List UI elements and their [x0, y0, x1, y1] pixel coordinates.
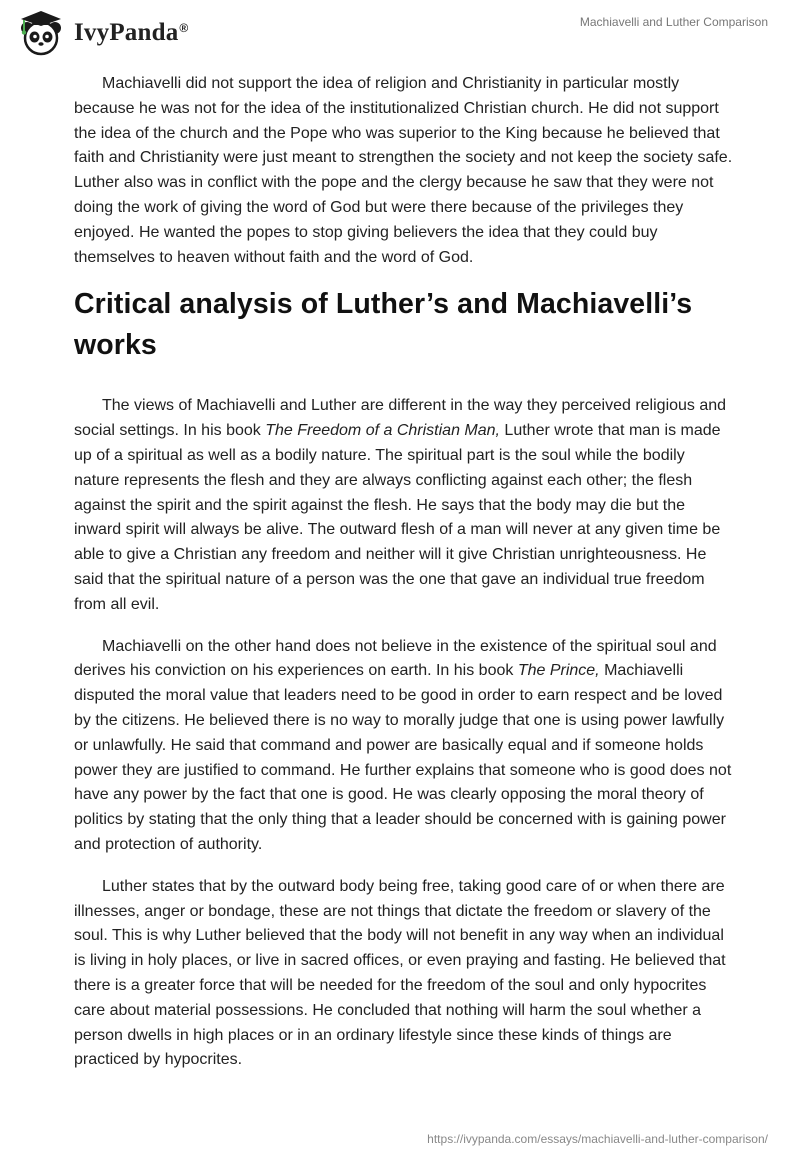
paragraph-4: Luther states that by the outward body being free, taking good care of or when there are illnesses, anger or bondage, these are not things that dictate the freedom or slavery of the soul. This is why Luther believed that the body will not benefit in any way when an individual is living in holy places, or live in sacred offices, or even praying and fasting. He believed that there is a greater force that will be needed for the freedom of the soul and only hypocrites care about material possessions. He concluded that nothing will harm the soul whether a person dwells in high places or in an ordinary lifestyle since these kinds of things are practiced by hypocrites. — [74, 877, 726, 1069]
document-title: Machiavelli and Luther Comparison — [579, 15, 768, 29]
brand-logo[interactable] — [16, 8, 188, 58]
section-heading: Critical analysis of Luther’s and Machiavelli’s works — [74, 288, 693, 362]
paragraph-3-text-end: Machiavelli disputed the moral value that leaders need to be good in order to earn respect and be loved by the citizens. He believed there is no way to morally judge that one is using power lawfully or unlawfully. He said that command and power are basically equal and if someone holds power they are justified to command. He further explains that someone who is good does not have any power by the fact that one is good. He was clearly opposing the moral theory of politics by stating that the only thing that a leader should be concerned with is gaining power and protection of authority. — [74, 662, 732, 853]
panda-graduation-cap-icon — [16, 8, 66, 58]
essay-body — [74, 72, 734, 1073]
registered-mark: ® — [179, 21, 189, 35]
source-url[interactable]: https://ivypanda.com/essays/machiavelli-and-luther-comparison/ — [427, 1132, 768, 1146]
book-title-freedom: The Freedom of a Christian Man, — [265, 422, 500, 440]
brand-name: IvyPanda® — [74, 19, 189, 46]
paragraph-1: Machiavelli did not support the idea of religion and Christianity in particular mostly because he was not for the idea of the institutionalized Christian church. He did not support the idea of the church and the Pope who was superior to the King because he believed that faith and Christianity were just meant to strengthen the society and not keep the society safe. Luther also was in conflict with the pope and the clergy because he saw that they were not doing the work of giving the word of God but were there because of the privileges they enjoyed. He wanted the popes to stop giving believers the idea that they could buy themselves to heaven without faith and the word of God. — [74, 75, 733, 266]
paragraph-2 — [74, 394, 734, 617]
paragraph-2-text-start: The views of Machiavelli and Luther are different in the way they perceived religious and social settings. In his book — [74, 397, 727, 440]
paragraph-3 — [74, 635, 734, 858]
page-header — [0, 0, 800, 70]
book-title-prince: The Prince, — [517, 662, 600, 680]
paragraph-2-text-end: Luther wrote that man is made up of a spiritual as well as a bodily nature. The spiritual part is the soul while the bodily nature represents the flesh and they are always conflicting against each other; the flesh against the spirit and the spirit against the flesh. He says that the body may die but the inward spirit will always be alive. The outward flesh of a man will never at any given time be able to give a Christian any freedom and neither will it give Christian unrighteousness. He said that the spiritual nature of a person was the one that gave an individual true freedom from all evil. — [74, 422, 721, 613]
paragraph-3-text-start: Machiavelli on the other hand does not believe in the existence of the spiritual soul and derives his conviction on his experiences on earth. In his book — [74, 637, 717, 680]
